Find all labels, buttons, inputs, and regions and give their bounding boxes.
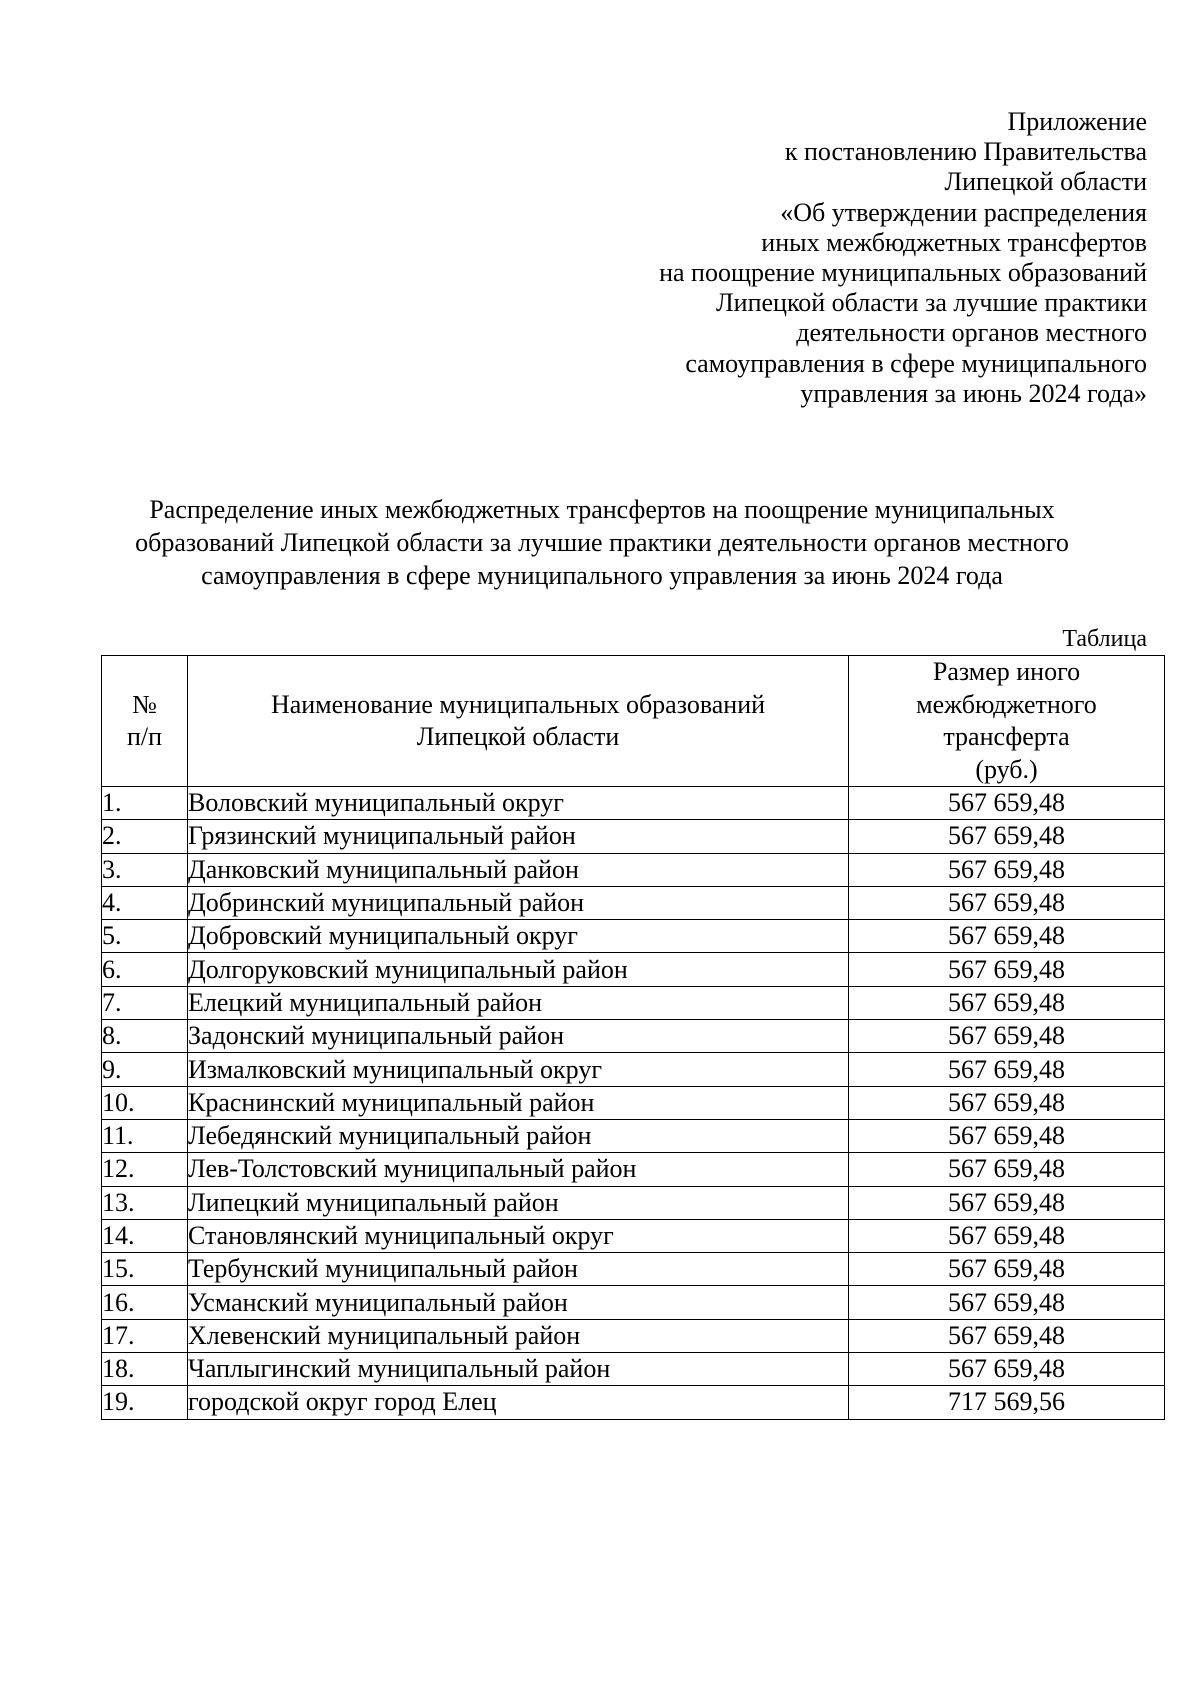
table-row [102,853,1165,886]
transfers-table [101,655,1165,1420]
table-header-row [102,656,1165,787]
transfer-amount: 567 659,48 [849,1086,1165,1119]
appendix-line: «Об утверждении распределения [780,197,1147,227]
row-number: 7. [102,986,188,1019]
title-line: Распределение иных межбюджетных трансфертов на поощрение муниципальных [149,495,1055,524]
appendix-line: на поощрение муниципальных образований [659,258,1147,288]
table-row [102,1319,1165,1352]
appendix-line: Липецкой области [944,167,1147,197]
row-number: 15. [102,1253,188,1286]
title-line: образований Липецкой области за лучшие практики деятельности органов местного [135,528,1069,557]
header-amount: Размер иного межбюджетного трансферта (руб.) [849,656,1165,787]
appendix-line: Приложение [1007,107,1147,136]
municipality-name: городской округ город Елец [188,1386,849,1419]
row-number: 17. [102,1319,188,1352]
appendix-line: самоуправления в сфере муниципального [685,348,1147,378]
municipality-name: Краснинский муниципальный район [188,1086,849,1119]
table-row [102,1086,1165,1119]
document-title [92,493,1112,592]
transfer-amount: 567 659,48 [849,787,1165,820]
table-row [102,787,1165,820]
table-row [102,953,1165,986]
row-number: 16. [102,1286,188,1319]
appendix-line: иных межбюджетных трансфертов [761,227,1147,257]
appendix-line: Липецкой области за лучшие практики [716,288,1147,318]
transfer-amount: 567 659,48 [849,1253,1165,1286]
municipality-name: Усманский муниципальный район [188,1286,849,1319]
transfer-amount: 567 659,48 [849,1286,1165,1319]
table-row [102,986,1165,1019]
municipality-name: Чаплыгинский муниципальный район [188,1353,849,1386]
transfer-amount: 567 659,48 [849,1153,1165,1186]
row-number: 12. [102,1153,188,1186]
transfer-amount: 567 659,48 [849,986,1165,1019]
appendix-block [659,107,1147,409]
header-num: № п/п [102,656,188,787]
transfer-amount: 567 659,48 [849,920,1165,953]
municipality-name: Становлянский муниципальный округ [188,1219,849,1252]
transfer-amount: 567 659,48 [849,820,1165,853]
table-row [102,1119,1165,1152]
row-number: 11. [102,1119,188,1152]
table-row [102,920,1165,953]
table-row [102,1020,1165,1053]
appendix-line: управления за июнь 2024 года» [800,378,1147,408]
row-number: 14. [102,1219,188,1252]
row-number: 6. [102,953,188,986]
municipality-name: Лев-Толстовский муниципальный район [188,1153,849,1186]
transfer-amount: 567 659,48 [849,1186,1165,1219]
table-row [102,1386,1165,1419]
appendix-line: к постановлению Правительства [784,137,1147,167]
row-number: 10. [102,1086,188,1119]
table-row [102,1186,1165,1219]
municipality-name: Хлевенский муниципальный район [188,1319,849,1352]
table-row [102,820,1165,853]
table-row [102,1053,1165,1086]
table-row [102,886,1165,919]
header-name: Наименование муниципальных образований Липецкой области [188,656,849,787]
transfer-amount: 567 659,48 [849,1053,1165,1086]
row-number: 1. [102,787,188,820]
table-row [102,1353,1165,1386]
municipality-name: Лебедянский муниципальный район [188,1119,849,1152]
municipality-name: Воловский муниципальный округ [188,787,849,820]
row-number: 3. [102,853,188,886]
table-row [102,1153,1165,1186]
row-number: 8. [102,1020,188,1053]
municipality-name: Добровский муниципальный округ [188,920,849,953]
municipality-name: Данковский муниципальный район [188,853,849,886]
title-line: самоуправления в сфере муниципального управления за июнь 2024 года [201,561,1003,590]
row-number: 18. [102,1353,188,1386]
row-number: 5. [102,920,188,953]
appendix-line: деятельности органов местного [796,318,1147,348]
transfer-amount: 567 659,48 [849,953,1165,986]
municipality-name: Добринский муниципальный район [188,886,849,919]
row-number: 9. [102,1053,188,1086]
row-number: 19. [102,1386,188,1419]
row-number: 2. [102,820,188,853]
row-number: 13. [102,1186,188,1219]
municipality-name: Задонский муниципальный район [188,1020,849,1053]
municipality-name: Липецкий муниципальный район [188,1186,849,1219]
transfer-amount: 567 659,48 [849,1119,1165,1152]
transfer-amount: 567 659,48 [849,1020,1165,1053]
municipality-name: Грязинский муниципальный район [188,820,849,853]
table-caption: Таблица [1062,626,1147,652]
table-row [102,1253,1165,1286]
transfer-amount: 567 659,48 [849,1219,1165,1252]
municipality-name: Измалковский муниципальный округ [188,1053,849,1086]
transfer-amount: 567 659,48 [849,886,1165,919]
transfer-amount: 567 659,48 [849,853,1165,886]
transfer-amount: 567 659,48 [849,1353,1165,1386]
municipality-name: Тербунский муниципальный район [188,1253,849,1286]
table-row [102,1286,1165,1319]
transfer-amount: 567 659,48 [849,1319,1165,1352]
row-number: 4. [102,886,188,919]
municipality-name: Долгоруковский муниципальный район [188,953,849,986]
transfer-amount: 717 569,56 [849,1386,1165,1419]
municipality-name: Елецкий муниципальный район [188,986,849,1019]
table-row [102,1219,1165,1252]
